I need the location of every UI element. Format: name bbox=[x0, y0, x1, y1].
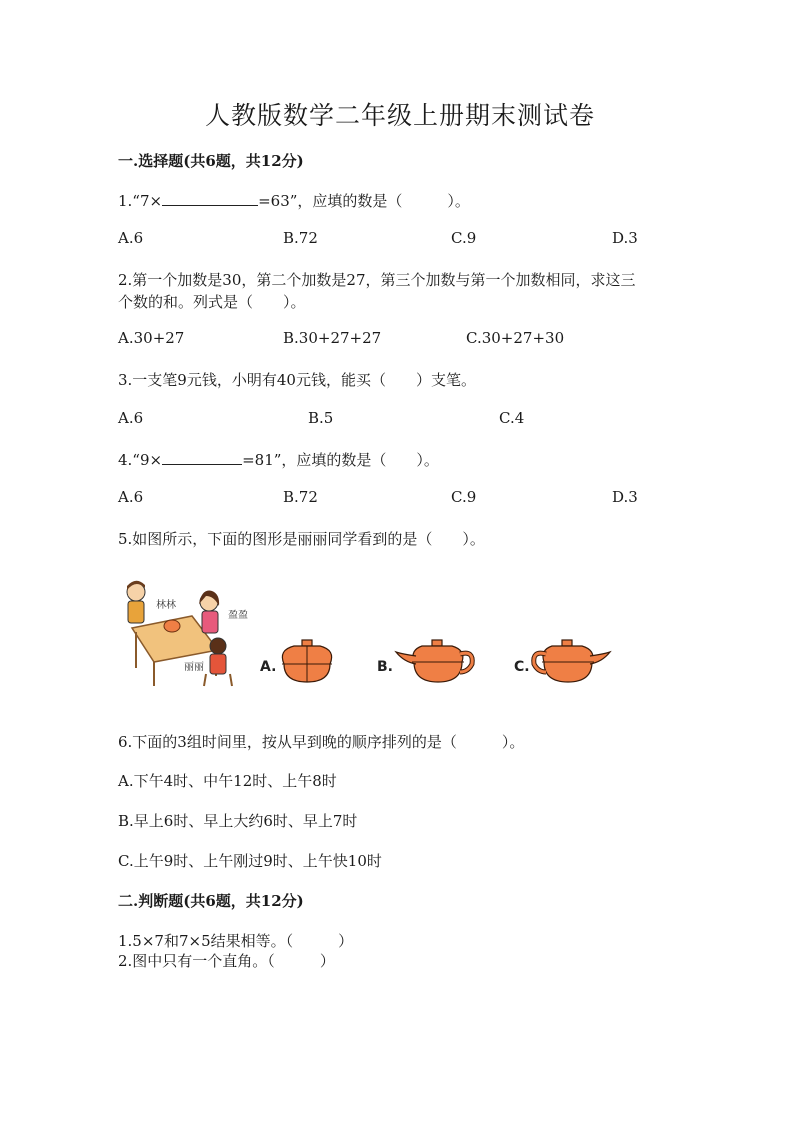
section-heading-judgment: 二.判断题(共6题，共12分) bbox=[118, 892, 304, 910]
judgment-2: 2.图中只有一个直角。（ ） bbox=[118, 952, 335, 970]
question-4-prefix: 4.“9× bbox=[118, 451, 163, 469]
boy-linlin-body-icon bbox=[128, 601, 144, 623]
question-1-blank bbox=[162, 191, 258, 206]
question-3-option-a: A.6 bbox=[118, 409, 144, 427]
question-2-line-1: 2.第一个加数是30，第二个加数是27，第三个加数与第一个加数相同，求这三 bbox=[118, 271, 636, 289]
question-4-option-b: B.72 bbox=[283, 488, 318, 506]
question-3-option-b: B.5 bbox=[308, 409, 334, 427]
label-lili: 丽丽 bbox=[184, 662, 204, 673]
question-4-blank bbox=[162, 450, 242, 465]
figure-option-c-label: C. bbox=[514, 659, 530, 675]
question-2-option-a: A.30+27 bbox=[118, 329, 185, 347]
chair-leg-icon bbox=[230, 674, 232, 686]
question-3-option-c: C.4 bbox=[499, 409, 525, 427]
question-4-option-a: A.6 bbox=[118, 488, 144, 506]
girl-lili-head-icon bbox=[210, 638, 226, 654]
chair-leg-icon bbox=[204, 674, 206, 686]
table-teapot-icon bbox=[164, 620, 180, 632]
question-1-prefix: 1.“7× bbox=[118, 192, 163, 210]
teapot-side-view-c-icon bbox=[534, 640, 610, 682]
section-heading-choice: 一.选择题(共6题，共12分) bbox=[118, 152, 304, 170]
question-4-option-c: C.9 bbox=[451, 488, 477, 506]
question-2-option-c: C.30+27+30 bbox=[466, 329, 565, 347]
page-title: 人教版数学二年级上册期末测试卷 bbox=[204, 101, 595, 130]
question-1 bbox=[118, 190, 470, 211]
question-4-suffix: =81”，应填的数是（ ）。 bbox=[242, 451, 439, 469]
question-6: 6.下面的3组时间里，按从早到晚的顺序排列的是（ ）。 bbox=[118, 733, 525, 751]
question-2-line-2: 个数的和。列式是（ ）。 bbox=[118, 293, 306, 311]
teapot-side-view-b-icon bbox=[396, 640, 472, 682]
figure-option-a-label: A. bbox=[260, 659, 277, 675]
question-3: 3.一支笔9元钱，小明有40元钱，能买（ ）支笔。 bbox=[118, 371, 476, 389]
label-linlin: 林林 bbox=[156, 600, 176, 611]
question-5-figure bbox=[118, 576, 618, 696]
question-6-option-b: B.早上6时、早上大约6时、早上7时 bbox=[118, 812, 358, 830]
girl-lili-body-icon bbox=[210, 654, 226, 674]
question-1-option-a: A.6 bbox=[118, 229, 144, 247]
figure-option-b-label: B. bbox=[377, 659, 393, 675]
question-1-option-d: D.3 bbox=[612, 229, 638, 247]
question-1-suffix: =63”，应填的数是（ ）。 bbox=[258, 192, 470, 210]
question-1-option-c: C.9 bbox=[451, 229, 477, 247]
question-6-option-c: C.上午9时、上午刚过9时、上午快10时 bbox=[118, 852, 382, 870]
label-yingying: 盈盈 bbox=[228, 610, 248, 621]
question-2-option-b: B.30+27+27 bbox=[283, 329, 382, 347]
question-1-option-b: B.72 bbox=[283, 229, 318, 247]
question-5: 5.如图所示，下面的图形是丽丽同学看到的是（ ）。 bbox=[118, 530, 485, 548]
question-4 bbox=[118, 449, 439, 470]
teapot-front-view-icon bbox=[282, 640, 332, 682]
question-4-option-d: D.3 bbox=[612, 488, 638, 506]
question-6-option-a: A.下午4时、中午12时、上午8时 bbox=[118, 772, 337, 790]
judgment-1: 1.5×7和7×5结果相等。（ ） bbox=[118, 932, 354, 950]
girl-yingying-body-icon bbox=[202, 611, 218, 633]
